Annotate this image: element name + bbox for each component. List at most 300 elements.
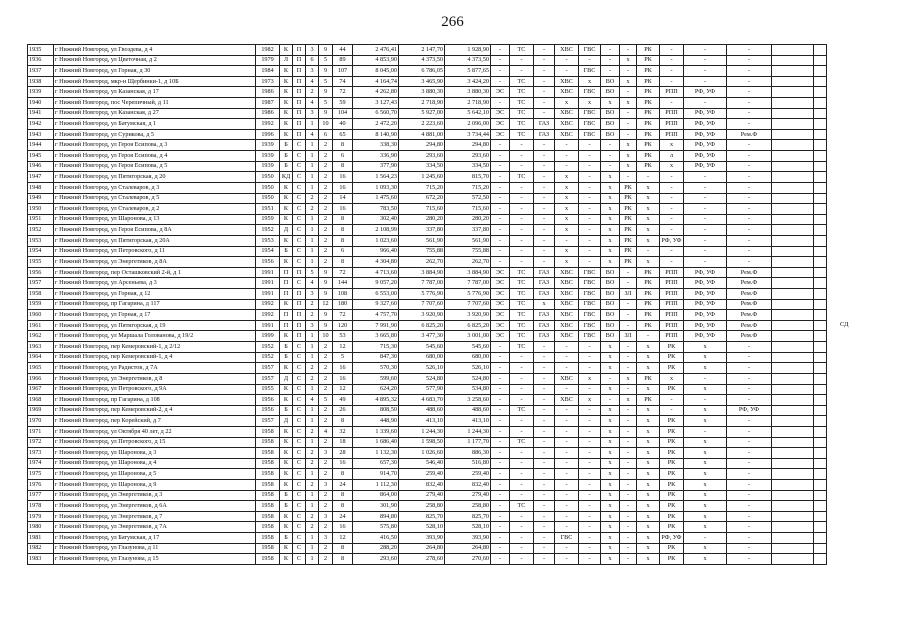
table-cell: 1936 (28, 55, 54, 66)
empty-cell (814, 479, 827, 490)
table-cell: х (601, 458, 620, 469)
table-cell: г Нижний Новгород, ул Петровского, д 9А (54, 384, 256, 395)
table-cell: ТС (510, 289, 534, 300)
table-row (28, 204, 827, 215)
table-cell: х (637, 543, 660, 554)
table-cell: 1947 (28, 172, 54, 183)
table-cell: ТС (510, 129, 534, 140)
table-cell: - (727, 204, 772, 215)
table-cell: г Нижний Новгород, пер Осташковский 2-й, д 1 (54, 267, 256, 278)
empty-cell (772, 320, 814, 331)
table-cell: - (534, 66, 555, 77)
table-cell: С (293, 479, 306, 490)
table-cell: г Нижний Новгород, ул Октября 40 лет, д 22 (54, 426, 256, 437)
table-row (28, 342, 827, 353)
table-cell: - (727, 448, 772, 459)
table-cell: г Нижний Новгород, ул Петровского, д 11 (54, 246, 256, 257)
table-cell: 53 (333, 331, 353, 342)
table-row (28, 490, 827, 501)
empty-cell (772, 204, 814, 215)
table-cell: К (280, 554, 293, 565)
table-cell: - (555, 363, 579, 374)
table-cell: 528,10 (399, 522, 445, 533)
table-cell: 2 (319, 225, 333, 236)
table-cell: Рем.Ф (727, 320, 772, 331)
table-cell: - (510, 55, 534, 66)
table-cell: - (510, 448, 534, 459)
table-cell: 3 (319, 448, 333, 459)
table-cell: - (579, 246, 601, 257)
table-cell: 1971 (28, 426, 54, 437)
table-cell: 1961 (28, 320, 54, 331)
empty-cell (814, 384, 827, 395)
table-cell: Б (280, 490, 293, 501)
table-cell: - (491, 511, 510, 522)
table-cell: РК (637, 98, 660, 109)
table-cell: РК (637, 108, 660, 119)
table-cell: г Нижний Новгород, ул Энергетиков, д 8 (54, 373, 256, 384)
table-cell: - (491, 543, 510, 554)
table-cell: 1958 (28, 289, 54, 300)
table-cell: х (637, 405, 660, 416)
table-cell: К (280, 204, 293, 215)
table-cell: К (280, 182, 293, 193)
empty-cell (814, 448, 827, 459)
table-cell: С (293, 151, 306, 162)
table-cell: 107 (333, 66, 353, 77)
table-cell: 1958 (256, 511, 280, 522)
table-cell: 2 (319, 235, 333, 246)
table-cell: 5 (319, 395, 333, 406)
table-row (28, 235, 827, 246)
empty-cell (814, 511, 827, 522)
table-cell: - (510, 373, 534, 384)
table-cell: х (637, 193, 660, 204)
table-cell: - (534, 108, 555, 119)
table-cell: 1935 (28, 45, 54, 56)
empty-cell (772, 416, 814, 427)
table-cell: 12 (333, 342, 353, 353)
table-cell: г Нижний Новгород, ул Батумская, д 1 (54, 119, 256, 130)
table-cell: 2 (319, 172, 333, 183)
table-row (28, 193, 827, 204)
table-cell: ТС (510, 405, 534, 416)
table-cell: 1948 (28, 182, 54, 193)
table-cell: 1952 (256, 342, 280, 353)
table-cell: 3 424,20 (445, 76, 491, 87)
table-cell: - (727, 76, 772, 87)
table-cell: - (491, 66, 510, 77)
empty-cell (772, 405, 814, 416)
table-cell: 1 686,40 (353, 437, 399, 448)
table-cell: г Нижний Новгород, ул Сталеваров, д 3 (54, 182, 256, 193)
table-cell: РК (637, 373, 660, 384)
table-cell: 657,30 (353, 458, 399, 469)
table-cell: 1953 (28, 235, 54, 246)
table-cell: РФ, УФ (684, 299, 727, 310)
table-cell: - (534, 405, 555, 416)
table-cell: г Нижний Новгород, ул Энергетиков, д 7А (54, 522, 256, 533)
table-cell: РК (637, 55, 660, 66)
table-cell: С (293, 490, 306, 501)
table-cell: 2 (319, 182, 333, 193)
table-cell: х (620, 161, 637, 172)
table-cell: РПП (660, 108, 684, 119)
table-row (28, 448, 827, 459)
table-cell: РПП (660, 320, 684, 331)
table-cell: 4 713,60 (353, 267, 399, 278)
table-cell: 24 (333, 479, 353, 490)
empty-cell (772, 140, 814, 151)
empty-cell (772, 437, 814, 448)
empty-cell (772, 225, 814, 236)
table-cell: 3 880,30 (445, 87, 491, 98)
table-cell: 2 (306, 193, 319, 204)
table-cell: ГВС (579, 119, 601, 130)
table-cell: - (510, 522, 534, 533)
table-cell: 5 776,90 (445, 289, 491, 300)
table-cell: х (601, 543, 620, 554)
table-cell: - (555, 458, 579, 469)
table-cell: 1991 (256, 278, 280, 289)
table-cell: - (727, 214, 772, 225)
table-cell: 334,50 (399, 161, 445, 172)
table-row (28, 76, 827, 87)
table-cell: х (579, 98, 601, 109)
table-cell: - (510, 416, 534, 427)
table-cell: РК (637, 151, 660, 162)
table-cell: К (280, 437, 293, 448)
table-cell: - (620, 363, 637, 374)
empty-cell (772, 87, 814, 98)
table-cell: - (620, 384, 637, 395)
table-cell: 280,20 (445, 214, 491, 225)
table-cell: 755,88 (399, 246, 445, 257)
table-cell: 1 (306, 119, 319, 130)
table-cell: 3 665,80 (353, 331, 399, 342)
table-cell: 2 476,41 (353, 45, 399, 56)
table-cell: х (601, 214, 620, 225)
table-cell: С (293, 373, 306, 384)
table-cell: 7 707,60 (445, 299, 491, 310)
table-cell: 1952 (256, 352, 280, 363)
table-cell: ВО (601, 267, 620, 278)
empty-cell (772, 182, 814, 193)
table-cell: 4 373,50 (399, 55, 445, 66)
table-cell: х (637, 501, 660, 512)
table-cell: 545,60 (399, 342, 445, 353)
table-cell: ЭС (491, 278, 510, 289)
table-cell: - (727, 511, 772, 522)
table-cell: Л (280, 55, 293, 66)
table-cell: - (510, 257, 534, 268)
table-cell: 448,90 (353, 416, 399, 427)
table-cell: 1945 (28, 151, 54, 162)
table-cell: х (555, 214, 579, 225)
table-cell: г Нижний Новгород, ул Гвоздева, д 4 (54, 45, 256, 56)
table-cell: - (579, 55, 601, 66)
empty-cell (772, 310, 814, 321)
table-cell: ЭС (491, 331, 510, 342)
table-cell: 2 (319, 373, 333, 384)
table-cell: 1 (306, 172, 319, 183)
table-cell: 1956 (256, 257, 280, 268)
table-cell: - (727, 543, 772, 554)
table-cell: х (620, 98, 637, 109)
table-cell: - (510, 469, 534, 480)
table-cell: РК (660, 416, 684, 427)
empty-cell (814, 469, 827, 480)
table-row (28, 151, 827, 162)
table-cell: г Нижний Новгород, ул Энергетиков, д 8А (54, 257, 256, 268)
table-cell: 715,20 (445, 182, 491, 193)
empty-cell (772, 373, 814, 384)
table-cell: РФ, УФ (684, 140, 727, 151)
table-cell: г Нижний Новгород, пер Кемеровский-1, д 2/12 (54, 342, 256, 353)
table-cell: 524,80 (445, 373, 491, 384)
table-cell: - (601, 161, 620, 172)
table-cell: 293,60 (353, 554, 399, 565)
table-row (28, 257, 827, 268)
table-cell: П (280, 267, 293, 278)
table-cell: 2 (319, 522, 333, 533)
table-cell: - (534, 363, 555, 374)
empty-cell (772, 246, 814, 257)
table-cell: 2 (319, 161, 333, 172)
table-cell: К (280, 45, 293, 56)
table-cell: 1960 (28, 310, 54, 321)
table-row (28, 416, 827, 427)
table-cell: - (534, 246, 555, 257)
table-cell: 2 (319, 501, 333, 512)
table-cell: - (534, 554, 555, 565)
table-cell: РК (637, 119, 660, 130)
table-cell: - (684, 204, 727, 215)
table-cell: - (534, 204, 555, 215)
table-cell: 4 881,00 (399, 129, 445, 140)
table-cell: 6 825,20 (445, 320, 491, 331)
table-cell: 14 (333, 193, 353, 204)
table-cell: С (293, 214, 306, 225)
table-cell: 5 (333, 352, 353, 363)
table-cell: ВО (601, 87, 620, 98)
table-cell: С (293, 235, 306, 246)
table-cell: 1958 (256, 543, 280, 554)
table-cell: - (727, 235, 772, 246)
table-cell: 1991 (256, 320, 280, 331)
table-cell: 1957 (256, 416, 280, 427)
table-cell: - (491, 225, 510, 236)
table-cell: Рем.Ф (727, 310, 772, 321)
table-cell: - (555, 342, 579, 353)
table-cell: - (534, 140, 555, 151)
table-cell: х (579, 395, 601, 406)
table-row (28, 469, 827, 480)
table-cell: х (601, 533, 620, 544)
table-cell: г Нижний Новгород, ул Героя Есипова, д 4 (54, 151, 256, 162)
table-cell: 516,80 (445, 458, 491, 469)
empty-cell (772, 395, 814, 406)
table-cell: х (601, 511, 620, 522)
table-row (28, 373, 827, 384)
table-cell: - (534, 469, 555, 480)
table-cell: С (293, 458, 306, 469)
table-cell: х (684, 437, 727, 448)
table-cell: 3 (319, 479, 333, 490)
table-cell: г Нижний Новгород, ул Шаронова, д 9 (54, 479, 256, 490)
table-cell: х (555, 172, 579, 183)
table-cell: х (601, 437, 620, 448)
table-cell: г Нижний Новгород, ул Энергетиков, д 6А (54, 501, 256, 512)
table-cell: 8 (333, 501, 353, 512)
table-cell: 1 (306, 140, 319, 151)
table-cell: - (510, 479, 534, 490)
table-cell: 4 262,80 (353, 87, 399, 98)
table-cell: 1 (306, 543, 319, 554)
table-cell: - (601, 55, 620, 66)
table-cell: ЭС (491, 320, 510, 331)
empty-cell (814, 108, 827, 119)
table-cell: 1951 (256, 204, 280, 215)
table-cell: 258,80 (399, 501, 445, 512)
table-cell: 1950 (256, 172, 280, 183)
table-cell: - (491, 384, 510, 395)
table-cell: С (293, 426, 306, 437)
table-cell: 1969 (28, 405, 54, 416)
table-cell: х (601, 490, 620, 501)
empty-cell (772, 151, 814, 162)
table-cell: ХВС (555, 119, 579, 130)
table-cell: 2 718,90 (445, 98, 491, 109)
table-cell: 1937 (28, 66, 54, 77)
empty-cell (772, 289, 814, 300)
table-cell: РК (637, 76, 660, 87)
table-cell: 3 477,30 (399, 331, 445, 342)
table-cell: - (660, 172, 684, 183)
table-cell: 1962 (28, 331, 54, 342)
table-cell: К (280, 426, 293, 437)
table-cell: х (601, 384, 620, 395)
table-cell: - (684, 426, 727, 437)
table-cell: К (280, 66, 293, 77)
table-cell: г Нижний Новгород, ул Казанская, д 17 (54, 87, 256, 98)
table-cell: 1 (306, 437, 319, 448)
table-cell: - (534, 416, 555, 427)
table-cell: - (534, 235, 555, 246)
table-cell: - (684, 172, 727, 183)
table-cell: 2 108,99 (353, 225, 399, 236)
table-cell: К (280, 257, 293, 268)
empty-cell (814, 373, 827, 384)
empty-cell (814, 66, 827, 77)
table-cell: Д (280, 373, 293, 384)
table-cell: 1958 (256, 490, 280, 501)
table-row (28, 426, 827, 437)
table-row (28, 511, 827, 522)
table-cell: 2 (306, 511, 319, 522)
table-cell: - (727, 533, 772, 544)
empty-cell (772, 490, 814, 501)
table-cell: ГВС (579, 331, 601, 342)
table-cell: - (579, 363, 601, 374)
table-cell: х (534, 299, 555, 310)
table-cell: 8 (333, 554, 353, 565)
table-cell: - (491, 235, 510, 246)
table-cell: С (293, 204, 306, 215)
table-cell: С (293, 384, 306, 395)
table-cell: - (555, 426, 579, 437)
table-cell: РФ, УФ (684, 129, 727, 140)
table-cell: ВО (601, 278, 620, 289)
table-cell: 1944 (28, 140, 54, 151)
table-cell: - (555, 437, 579, 448)
table-cell: 1958 (256, 469, 280, 480)
table-cell: П (293, 310, 306, 321)
table-cell: - (727, 458, 772, 469)
table-cell: 6 825,20 (399, 320, 445, 331)
table-cell: 488,60 (445, 405, 491, 416)
table-cell: х (601, 98, 620, 109)
table-cell: - (534, 543, 555, 554)
table-cell: - (727, 98, 772, 109)
table-cell: 7 787,00 (445, 278, 491, 289)
table-cell: ГАЗ (534, 267, 555, 278)
table-cell: - (555, 448, 579, 459)
table-cell: - (491, 161, 510, 172)
table-cell: Рем.Ф (727, 129, 772, 140)
table-cell: - (579, 511, 601, 522)
table-cell: х (684, 352, 727, 363)
table-cell: 1 (306, 533, 319, 544)
table-cell: - (620, 405, 637, 416)
table-cell: 180 (333, 299, 353, 310)
table-cell: х (601, 501, 620, 512)
table-cell: - (660, 395, 684, 406)
table-cell: 1970 (28, 416, 54, 427)
table-cell: 2 (306, 299, 319, 310)
table-cell: 1 (306, 161, 319, 172)
empty-cell (814, 267, 827, 278)
table-cell: 1972 (28, 437, 54, 448)
side-note: СД (840, 321, 849, 328)
table-cell: ГВС (579, 267, 601, 278)
table-cell: х (601, 225, 620, 236)
table-cell: С (293, 405, 306, 416)
table-cell: - (727, 490, 772, 501)
table-cell: 264,80 (445, 543, 491, 554)
table-cell: ТС (510, 45, 534, 56)
table-cell: 1 564,23 (353, 172, 399, 183)
table-cell: 1955 (256, 384, 280, 395)
table-cell: 1 339,60 (353, 426, 399, 437)
table-cell: 6 (319, 129, 333, 140)
table-cell: РК (660, 501, 684, 512)
table-cell: 28 (333, 448, 353, 459)
table-cell: - (579, 501, 601, 512)
table-cell: С (293, 469, 306, 480)
table-cell: х (555, 204, 579, 215)
table-row (28, 172, 827, 183)
table-cell: 1 (306, 342, 319, 353)
table-cell: РФ, УФ (684, 289, 727, 300)
table-cell: 1964 (28, 352, 54, 363)
table-cell: 5 (319, 98, 333, 109)
table-cell: ТС (510, 278, 534, 289)
empty-cell (814, 416, 827, 427)
table-cell: - (534, 45, 555, 56)
table-cell: - (727, 479, 772, 490)
table-cell: 1950 (256, 193, 280, 204)
